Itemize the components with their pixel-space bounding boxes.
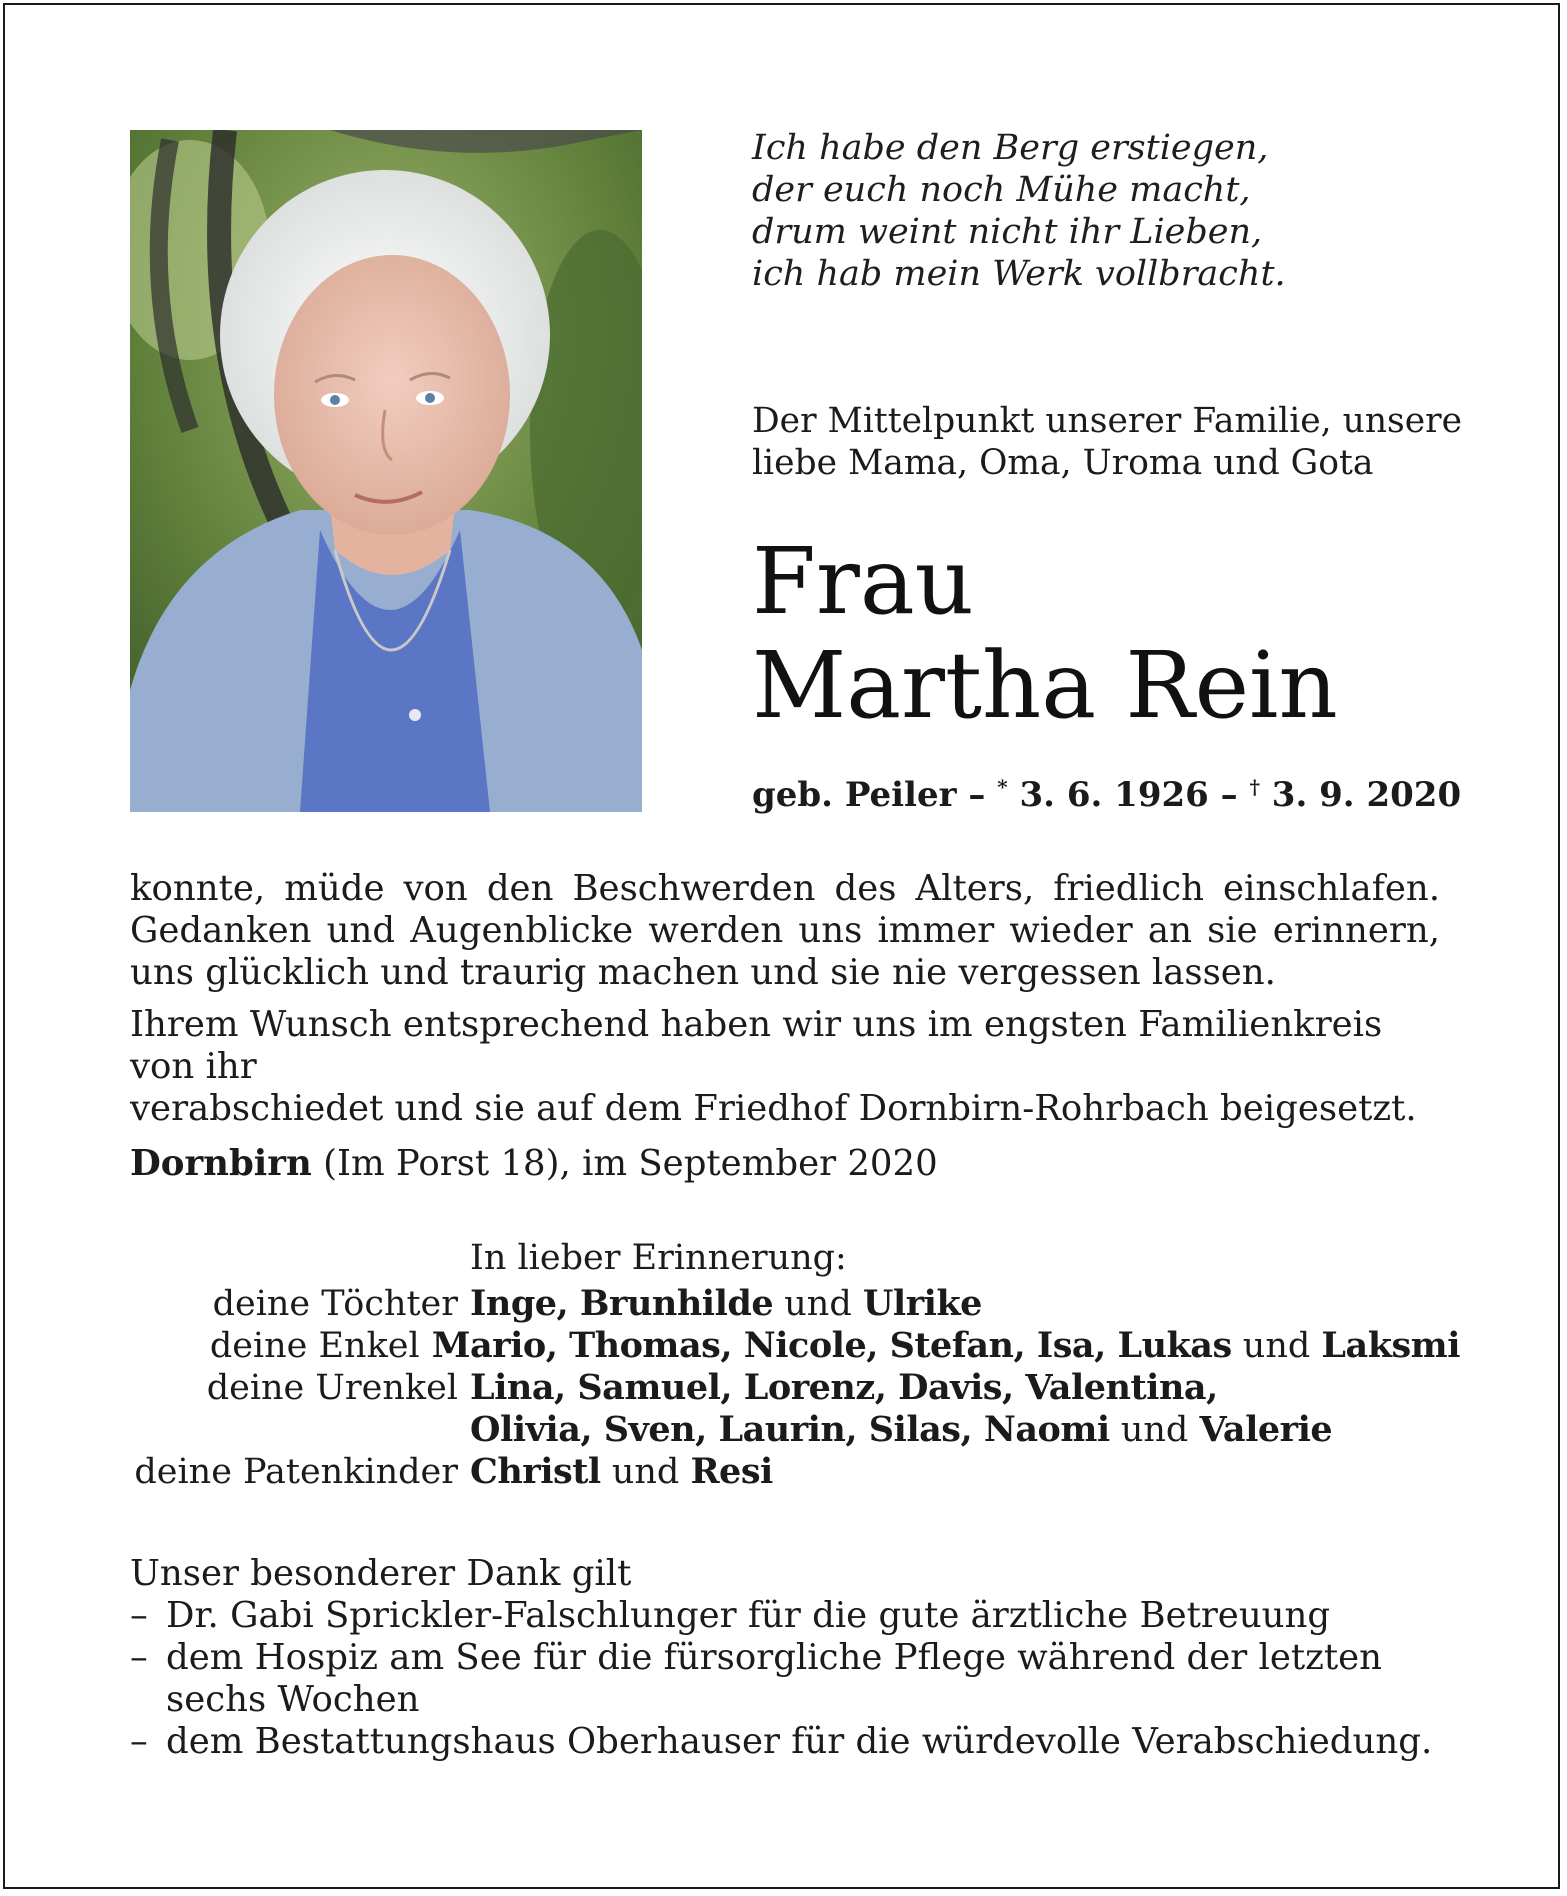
place-city: Dornbirn bbox=[130, 1143, 312, 1184]
relation-label: deine Patenkinder bbox=[134, 1452, 458, 1492]
names-bold: Valerie bbox=[1199, 1409, 1333, 1450]
relation-names bbox=[432, 1325, 1460, 1367]
life-dates bbox=[752, 775, 1461, 815]
family-row bbox=[130, 1283, 1460, 1325]
intro-line: liebe Mama, Oma, Uroma und Gota bbox=[752, 443, 1374, 483]
relation-names bbox=[470, 1409, 1332, 1451]
death-date: 3. 9. 2020 bbox=[1259, 775, 1462, 815]
thanks-heading: Unser besonderer Dank gilt bbox=[130, 1553, 632, 1594]
birth-star-icon: * bbox=[997, 775, 1008, 799]
names-bold: Christl bbox=[470, 1451, 601, 1492]
obituary-body bbox=[130, 868, 1440, 1130]
conjunction: und bbox=[773, 1284, 863, 1324]
poem-line: Ich habe den Berg erstiegen, bbox=[752, 128, 1269, 168]
relation-label-empty bbox=[130, 1409, 470, 1451]
family-row bbox=[130, 1325, 1460, 1367]
relation-names bbox=[470, 1451, 773, 1493]
place-detail: (Im Porst 18), im September 2020 bbox=[311, 1143, 938, 1184]
poem bbox=[752, 127, 1312, 295]
family-row bbox=[130, 1451, 1460, 1493]
names-bold: Olivia, Sven, Laurin, Silas, Naomi bbox=[470, 1409, 1110, 1450]
separator: – bbox=[956, 775, 998, 815]
relation-label: deine Urenkel bbox=[206, 1368, 458, 1408]
relation-label: deine Töchter bbox=[212, 1284, 458, 1324]
deceased-name bbox=[752, 530, 1338, 738]
thanks-list bbox=[130, 1595, 1460, 1763]
family-row bbox=[130, 1367, 1460, 1409]
family-row bbox=[130, 1409, 1460, 1451]
poem-line: der euch noch Mühe macht, bbox=[752, 170, 1251, 210]
thanks-section bbox=[130, 1553, 1460, 1763]
intro-text bbox=[752, 400, 1463, 484]
conjunction: und bbox=[600, 1452, 691, 1492]
birth-date: 3. 6. 1926 bbox=[1007, 775, 1209, 815]
maiden-name: geb. Peiler bbox=[752, 775, 957, 815]
names-bold: Mario, Thomas, Nicole, Stefan, Isa, Lukas bbox=[431, 1325, 1232, 1366]
names-bold: Resi bbox=[690, 1451, 773, 1492]
name-title: Frau bbox=[752, 528, 974, 635]
poem-line: ich hab mein Werk vollbracht. bbox=[752, 254, 1286, 294]
names-bold: Inge, Brunhilde bbox=[470, 1283, 774, 1324]
names-bold: Laksmi bbox=[1321, 1325, 1460, 1366]
death-cross-icon: † bbox=[1249, 775, 1260, 799]
body-line: verabschiedet und sie auf dem Friedhof Dornbirn-Rohrbach beigesetzt. bbox=[130, 1088, 1417, 1129]
poem-line: drum weint nicht ihr Lieben, bbox=[752, 212, 1263, 252]
intro-line: Der Mittelpunkt unserer Familie, unsere bbox=[752, 401, 1463, 441]
body-line: Ihrem Wunsch entsprechend haben wir uns im engsten Familienkreis von ihr bbox=[130, 1004, 1383, 1087]
body-paragraph bbox=[130, 1004, 1440, 1130]
conjunction: und bbox=[1109, 1410, 1200, 1450]
name-full: Martha Rein bbox=[752, 632, 1338, 739]
relation-names bbox=[470, 1367, 1218, 1409]
thanks-item: – dem Bestattungshaus Oberhauser für die würdevolle Verabschiedung. bbox=[130, 1721, 1460, 1763]
portrait-photo bbox=[130, 130, 642, 812]
thanks-item: – dem Hospiz am See für die fürsorgliche Pflege während der letzten sechs Wochen bbox=[130, 1637, 1460, 1721]
relation-label: deine Enkel bbox=[209, 1326, 420, 1366]
relation-names bbox=[470, 1283, 982, 1325]
place-and-date bbox=[130, 1143, 938, 1184]
thanks-item: – Dr. Gabi Sprickler-Falschlunger für die gute ärztliche Betreuung bbox=[130, 1595, 1460, 1637]
names-bold: Ulrike bbox=[862, 1283, 982, 1324]
body-paragraph: konnte, müde von den Beschwerden des Alters, friedlich einschlafen. Gedanken und Augenblicke werden uns immer wieder an sie erinnern, uns glücklich und traurig machen und sie nie vergessen lassen. bbox=[130, 868, 1440, 993]
conjunction: und bbox=[1231, 1326, 1322, 1366]
separator: – bbox=[1208, 775, 1250, 815]
names-bold: Lina, Samuel, Lorenz, Davis, Valentina, bbox=[470, 1367, 1218, 1408]
memory-heading: In lieber Erinnerung: bbox=[470, 1238, 847, 1278]
family-list bbox=[130, 1283, 1460, 1493]
